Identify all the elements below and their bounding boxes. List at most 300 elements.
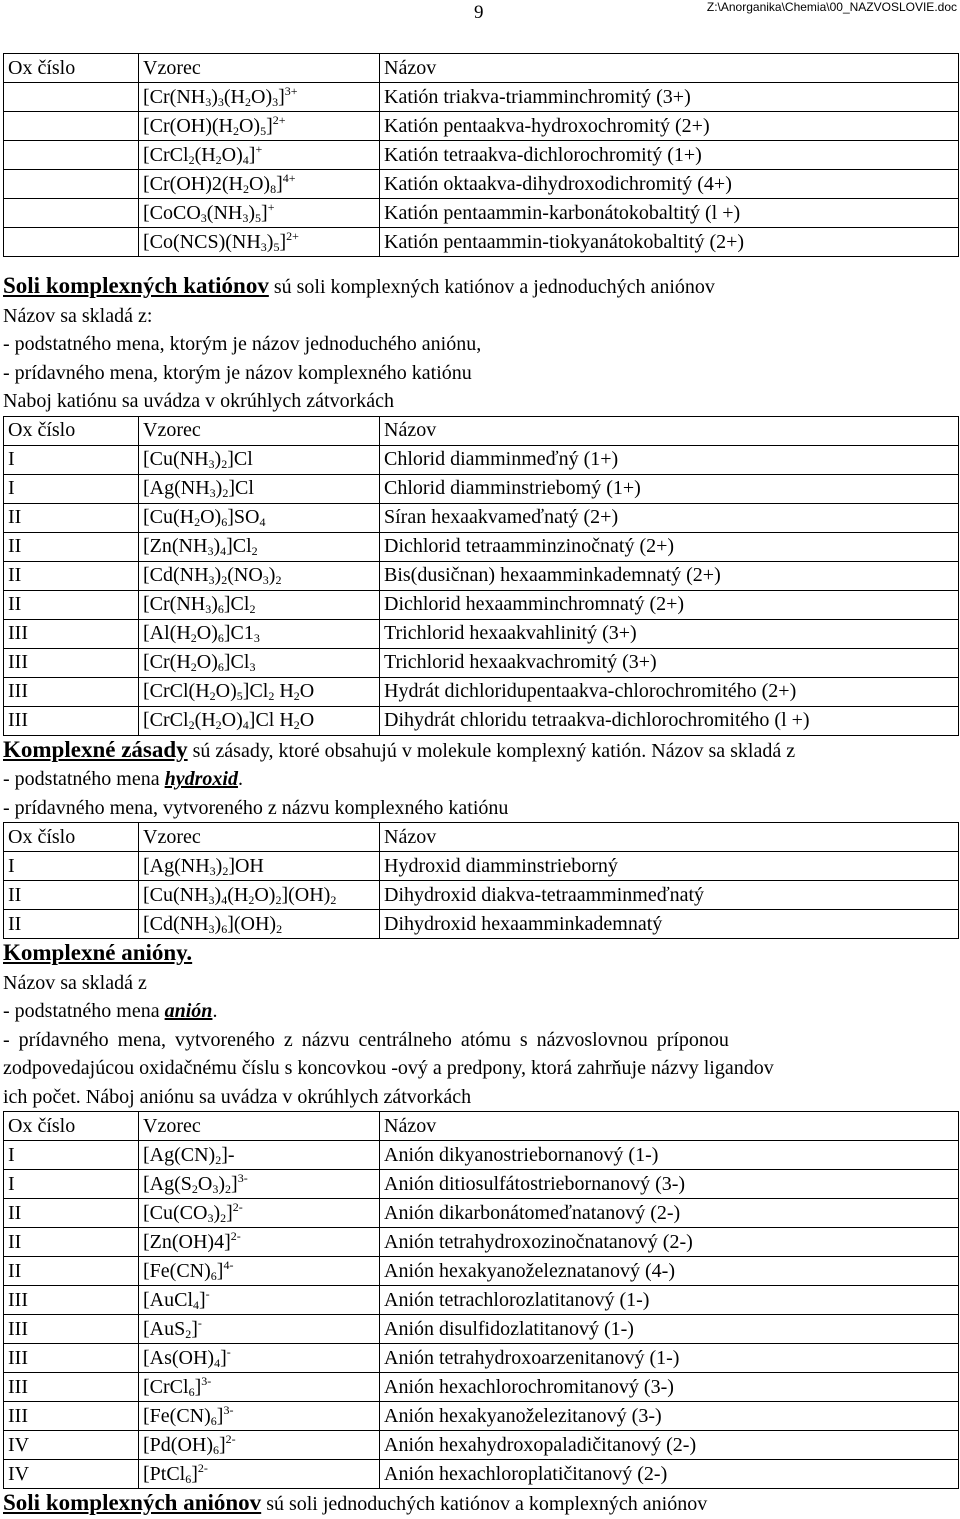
formula-text: [Cd(NH xyxy=(143,912,209,935)
formula-subscript: 3 xyxy=(200,210,207,225)
formula-text: (H xyxy=(194,709,216,731)
formula-text: [AuS xyxy=(143,1317,186,1340)
salts-anions-intro xyxy=(3,1489,958,1519)
formula-subscript: 2 xyxy=(221,457,228,471)
anions-line-3: - prídavného mena, vytvoreného z názvu centrálneho atómu s názvoslovnou príponou xyxy=(3,1028,729,1051)
formula-subscript: 4 xyxy=(221,892,228,907)
formula-subscript: 3 xyxy=(205,602,212,616)
name-cell: Bis(dusičnan) hexaamminkademnatý (2+) xyxy=(380,561,959,590)
formula-superscript: - xyxy=(197,1315,202,1330)
table-row xyxy=(4,590,959,619)
table-complex-cations xyxy=(3,53,959,257)
name-cell: Katión oktaakva-dihydroxodichromitý (4+) xyxy=(380,170,959,199)
name-cell: Hydroxid diamminstrieborný xyxy=(380,852,959,881)
formula-cell xyxy=(139,1460,380,1489)
name-cell: Katión triakva-triamminchromitý (3+) xyxy=(380,83,959,112)
formula-cell xyxy=(139,141,380,170)
formula-text: ) xyxy=(215,854,223,877)
formula-subscript: 2 xyxy=(276,921,283,936)
table-cation-salts xyxy=(3,416,959,736)
ox-cell: III xyxy=(4,648,139,677)
ox-cell xyxy=(4,141,139,170)
bases-intro xyxy=(3,736,958,766)
formula-subscript: 5 xyxy=(255,210,262,225)
formula-cell xyxy=(139,1170,380,1199)
formula-text: ] xyxy=(226,1201,233,1224)
formula-text: (NO xyxy=(227,564,263,586)
table-row xyxy=(4,170,959,199)
formula-text: ] xyxy=(216,1259,224,1282)
table-complex-bases xyxy=(3,822,959,939)
formula-subscript: 6 xyxy=(210,1413,217,1428)
formula-subscript: 5 xyxy=(273,239,280,254)
formula-text: (H xyxy=(223,85,245,108)
formula-cell xyxy=(139,619,380,648)
formula-text: [CrCl xyxy=(143,709,189,731)
formula-text: [Cu(CO xyxy=(143,1201,208,1224)
bases-line-2: - prídavného mena, vytvoreného z názvu komplexného katiónu xyxy=(3,796,509,819)
formula-text: [PtCl xyxy=(143,1462,186,1485)
table-row xyxy=(4,1344,959,1373)
formula-subscript: 4 xyxy=(242,718,249,732)
formula-subscript: 2 xyxy=(330,892,337,907)
formula-text: ] xyxy=(219,1433,226,1456)
salts-anions-heading-rest: sú soli jednoduchých katiónov a komplexných aniónov xyxy=(261,1493,708,1515)
formula-text: H xyxy=(274,680,294,702)
name-cell: Anión dikarbonátomeďnatanový (2-) xyxy=(380,1199,959,1228)
formula-text: (H xyxy=(194,143,216,166)
name-cell: Dihydrát chloridu tetraakva-dichlorochromitého (l +) xyxy=(380,706,959,735)
anion-term: anión xyxy=(164,1000,213,1022)
col-header-ox: Ox číslo xyxy=(4,823,139,852)
formula-subscript: 2 xyxy=(215,1152,222,1167)
formula-cell xyxy=(139,881,380,910)
name-cell: Dichlorid hexaamminchromnatý (2+) xyxy=(380,590,959,619)
formula-subscript: 3 xyxy=(208,573,215,587)
anions-heading: Komplexné anióny. xyxy=(3,940,193,965)
formula-subscript: 2 xyxy=(220,1210,227,1225)
col-header-name: Názov xyxy=(380,1112,959,1141)
formula-subscript: 2 xyxy=(188,152,195,167)
formula-text: [Cu(H xyxy=(143,506,195,528)
formula-text: O) xyxy=(215,680,237,702)
formula-subscript: 6 xyxy=(217,660,224,674)
ox-cell: III xyxy=(4,706,139,735)
formula-text: ]- xyxy=(221,1143,235,1166)
formula-text: ]Cl xyxy=(223,593,250,615)
formula-subscript: 2 xyxy=(222,486,229,500)
formula-cell xyxy=(139,1431,380,1460)
table-row xyxy=(4,1431,959,1460)
anions-heading-line xyxy=(3,939,958,969)
ox-cell xyxy=(4,228,139,257)
formula-text: ] xyxy=(248,143,256,166)
formula-subscript: 2 xyxy=(225,1181,232,1196)
formula-text: ] xyxy=(191,1317,198,1340)
formula-superscript: - xyxy=(226,1344,231,1359)
formula-text: [Co(NCS)(NH xyxy=(143,230,261,253)
formula-subscript: 2 xyxy=(185,1326,192,1341)
formula-subscript: 3 xyxy=(242,210,249,225)
formula-subscript: 2 xyxy=(275,573,282,587)
col-header-name: Názov xyxy=(380,54,959,83)
table-row xyxy=(4,83,959,112)
formula-text: ] xyxy=(231,1172,238,1195)
ox-cell xyxy=(4,83,139,112)
formula-superscript: 2- xyxy=(230,1228,241,1243)
formula-subscript: 2 xyxy=(242,181,249,196)
formula-subscript: 2 xyxy=(194,515,201,529)
table-row xyxy=(4,445,959,474)
name-cell: Anión dikyanostriebornanový (1-) xyxy=(380,1141,959,1170)
formula-text: [Fe(CN) xyxy=(143,1404,211,1427)
formula-text: [AuCl xyxy=(143,1288,193,1311)
spacer xyxy=(3,257,958,272)
formula-text: ]C1 xyxy=(223,622,254,644)
formula-cell xyxy=(139,474,380,503)
col-header-formula: Vzorec xyxy=(139,416,380,445)
formula-text: ] xyxy=(216,1404,224,1427)
formula-text: ) xyxy=(211,85,218,108)
table-row xyxy=(4,1460,959,1489)
formula-subscript: 2 xyxy=(275,892,282,907)
anions-line-1: Názov sa skladá z xyxy=(3,971,147,994)
ox-cell xyxy=(4,199,139,228)
table-header-row xyxy=(4,1112,959,1141)
formula-cell xyxy=(139,1344,380,1373)
table-row xyxy=(4,1141,959,1170)
formula-text: ] xyxy=(276,172,283,195)
table-header-row xyxy=(4,823,959,852)
name-cell: Anión tetrachlorozlatitanový (1-) xyxy=(380,1286,959,1315)
ox-cell: III xyxy=(4,1344,139,1373)
formula-superscript: - xyxy=(205,1286,210,1301)
table-row xyxy=(4,228,959,257)
formula-text: ) xyxy=(214,564,222,586)
salts-cations-line: - prídavného mena, ktorým je názov komplexného katiónu xyxy=(3,361,472,384)
page-header xyxy=(0,0,960,30)
name-cell: Trichlorid hexaakvahlinitý (3+) xyxy=(380,619,959,648)
formula-superscript: 3+ xyxy=(284,83,298,98)
formula-text: ) xyxy=(268,564,276,586)
ox-cell: II xyxy=(4,910,139,939)
formula-text: [Pd(OH) xyxy=(143,1433,213,1456)
document-body xyxy=(3,53,958,1519)
formula-subscript: 3 xyxy=(253,631,260,645)
formula-cell xyxy=(139,648,380,677)
formula-text: ]Cl H xyxy=(248,709,294,731)
ox-cell: II xyxy=(4,1199,139,1228)
anions-line-4: zodpovedajúcou oxidačnému číslu s koncovkou -ový a predpony, ktorá zahrňuje názvy ligandov xyxy=(3,1057,774,1079)
name-cell: Dihydroxid diakva-tetraamminmeďnatý xyxy=(380,881,959,910)
formula-text: [Zn(OH)4] xyxy=(143,1230,231,1253)
formula-subscript: 3 xyxy=(272,94,279,109)
formula-text: [Cr(OH)(H xyxy=(143,114,233,137)
formula-text: O) xyxy=(254,883,276,906)
formula-subscript: 2 xyxy=(293,689,300,703)
formula-superscript: + xyxy=(267,199,275,214)
formula-subscript: 3 xyxy=(217,94,224,109)
formula-subscript: 3 xyxy=(207,1210,214,1225)
name-cell: Anión hexahydroxopaladičitanový (2-) xyxy=(380,1431,959,1460)
formula-subscript: 3 xyxy=(262,573,269,587)
ox-cell: II xyxy=(4,590,139,619)
table-row xyxy=(4,677,959,706)
formula-subscript: 3 xyxy=(205,94,212,109)
formula-subscript: 3 xyxy=(212,1181,219,1196)
formula-subscript: 2 xyxy=(222,863,229,878)
formula-subscript: 6 xyxy=(210,1268,217,1283)
ox-cell: I xyxy=(4,852,139,881)
formula-superscript: 3- xyxy=(201,1373,212,1388)
anions-line-2 xyxy=(3,997,958,1026)
formula-subscript: 3 xyxy=(208,921,215,936)
formula-subscript: 8 xyxy=(270,181,277,196)
ox-cell: III xyxy=(4,677,139,706)
anions-line-2-end: . xyxy=(212,1000,218,1022)
name-cell: Katión pentaammin-tiokyanátokobaltitý (2+) xyxy=(380,228,959,257)
formula-subscript: 3 xyxy=(207,544,214,558)
formula-subscript: 2 xyxy=(232,123,239,138)
formula-cell xyxy=(139,1315,380,1344)
formula-text: (H xyxy=(227,883,249,906)
formula-superscript: 2- xyxy=(225,1431,236,1446)
col-header-formula: Vzorec xyxy=(139,54,380,83)
formula-text: [Cr(NH xyxy=(143,593,206,615)
formula-superscript: + xyxy=(255,141,263,156)
formula-text: ] xyxy=(266,114,273,137)
table-row xyxy=(4,1257,959,1286)
formula-text: ) xyxy=(214,448,222,470)
formula-subscript: 3 xyxy=(260,239,267,254)
formula-subscript: 2 xyxy=(188,718,195,732)
ox-cell: IV xyxy=(4,1460,139,1489)
formula-text: [CoCO xyxy=(143,201,201,224)
bases-line-1 xyxy=(3,765,958,794)
formula-text: [CrCl xyxy=(143,143,189,166)
formula-text: [CrCl(H xyxy=(143,680,210,702)
formula-text: ) xyxy=(248,201,256,224)
formula-text: [Cr(NH xyxy=(143,85,206,108)
ox-cell: III xyxy=(4,1402,139,1431)
name-cell: Trichlorid hexaakvachromitý (3+) xyxy=(380,648,959,677)
formula-text: [Zn(NH xyxy=(143,535,208,557)
table-row xyxy=(4,910,959,939)
formula-text: [Cd(NH xyxy=(143,564,209,586)
table-row xyxy=(4,561,959,590)
formula-subscript: 2 xyxy=(293,718,300,732)
name-cell: Hydrát dichloridupentaakva-chlorochromitého (2+) xyxy=(380,677,959,706)
formula-text: ](OH) xyxy=(281,883,331,906)
formula-subscript: 3 xyxy=(208,892,215,907)
col-header-formula: Vzorec xyxy=(139,1112,380,1141)
formula-text: ) xyxy=(215,477,223,499)
formula-subscript: 3 xyxy=(209,486,216,500)
formula-text: ) xyxy=(211,593,218,615)
formula-text: O) xyxy=(221,709,243,731)
formula-cell xyxy=(139,1228,380,1257)
formula-text: [Ag(S xyxy=(143,1172,192,1195)
formula-text: (NH xyxy=(206,201,243,224)
formula-text: [Cr(OH)2(H xyxy=(143,172,243,195)
formula-subscript: 5 xyxy=(236,689,243,703)
salts-cations-intro xyxy=(3,272,958,302)
name-cell: Chlorid diamminmeďný (1+) xyxy=(380,445,959,474)
formula-text: [Cr(H xyxy=(143,651,191,673)
formula-text: O) xyxy=(248,172,271,195)
table-row xyxy=(4,619,959,648)
formula-subscript: 6 xyxy=(185,1471,192,1486)
formula-subscript: 6 xyxy=(213,1442,219,1457)
name-cell: Katión tetraakva-dichlorochromitý (1+) xyxy=(380,141,959,170)
anions-line-5: ich počet. Náboj aniónu sa uvádza v okrúhlych zátvorkách xyxy=(3,1085,472,1108)
formula-subscript: 2 xyxy=(215,718,222,732)
name-cell: Dihydroxid hexaamminkademnatý xyxy=(380,910,959,939)
formula-cell xyxy=(139,445,380,474)
salts-cations-heading: Soli komplexných katiónov xyxy=(3,273,269,298)
table-row xyxy=(4,141,959,170)
formula-subscript: 4 xyxy=(214,1355,221,1370)
formula-text: ]SO xyxy=(227,506,260,528)
name-cell: Anión hexakyanoželezitanový (3-) xyxy=(380,1402,959,1431)
formula-text: ) xyxy=(218,1172,226,1195)
formula-text: ] xyxy=(220,1346,227,1369)
formula-superscript: 4+ xyxy=(282,170,296,185)
table-row xyxy=(4,1199,959,1228)
formula-text: O) xyxy=(251,85,273,108)
formula-text: ]Cl xyxy=(228,477,254,499)
formula-cell xyxy=(139,170,380,199)
bases-line-1-text: - podstatného mena xyxy=(3,768,165,790)
table-row xyxy=(4,532,959,561)
formula-subscript: 4 xyxy=(193,1297,199,1312)
salts-cations-heading-rest: sú soli komplexných katiónov a jednoduchých aniónov xyxy=(268,276,715,298)
table-row xyxy=(4,648,959,677)
name-cell: Dichlorid tetraamminzinočnatý (2+) xyxy=(380,532,959,561)
formula-subscript: 4 xyxy=(259,515,266,529)
ox-cell: IV xyxy=(4,1431,139,1460)
formula-cell xyxy=(139,1286,380,1315)
formula-text: ) xyxy=(213,535,221,557)
formula-cell xyxy=(139,1402,380,1431)
table-row xyxy=(4,706,959,735)
col-header-name: Názov xyxy=(380,416,959,445)
name-cell: Anión hexakyanoželeznatanový (4-) xyxy=(380,1257,959,1286)
anions-line-2-text: - podstatného mena xyxy=(3,1000,165,1022)
formula-text: ) xyxy=(213,1201,221,1224)
formula-subscript: 2 xyxy=(248,892,255,907)
formula-text: [Cu(NH xyxy=(143,883,209,906)
ox-cell: III xyxy=(4,1373,139,1402)
formula-text: ) xyxy=(214,883,222,906)
name-cell: Katión pentaakva-hydroxochromitý (2+) xyxy=(380,112,959,141)
formula-cell xyxy=(139,112,380,141)
table-row xyxy=(4,1170,959,1199)
formula-subscript: 3 xyxy=(208,457,215,471)
name-cell: Anión ditiosulfátostriebornanový (3-) xyxy=(380,1170,959,1199)
table-row xyxy=(4,852,959,881)
formula-text: O) xyxy=(200,506,222,528)
formula-text: [Ag(NH xyxy=(143,477,210,499)
page-number: 9 xyxy=(474,2,484,23)
salts-cations-line: - podstatného mena, ktorým je názov jednoduchého aniónu, xyxy=(3,333,482,355)
table-row xyxy=(4,112,959,141)
formula-text: ] xyxy=(261,201,268,224)
formula-subscript: 2 xyxy=(221,573,228,587)
formula-text: ] xyxy=(191,1462,198,1485)
col-header-name: Názov xyxy=(380,823,959,852)
formula-cell xyxy=(139,83,380,112)
formula-subscript: 6 xyxy=(217,602,224,616)
ox-cell: II xyxy=(4,503,139,532)
table-row xyxy=(4,503,959,532)
formula-text: [Ag(CN) xyxy=(143,1143,216,1166)
formula-text: ]Cl xyxy=(223,651,250,673)
formula-subscript: 6 xyxy=(217,631,224,645)
ox-cell: I xyxy=(4,1141,139,1170)
ox-cell: III xyxy=(4,1286,139,1315)
formula-subscript: 2 xyxy=(190,660,197,674)
ox-cell: I xyxy=(4,1170,139,1199)
formula-text: ]Cl xyxy=(242,680,269,702)
formula-cell xyxy=(139,1373,380,1402)
ox-cell xyxy=(4,112,139,141)
name-cell: Síran hexaakvameďnatý (2+) xyxy=(380,503,959,532)
formula-superscript: 4- xyxy=(223,1257,234,1272)
table-header-row xyxy=(4,416,959,445)
formula-cell xyxy=(139,1257,380,1286)
formula-subscript: 3 xyxy=(209,863,216,878)
formula-superscript: 2- xyxy=(232,1199,243,1214)
formula-text: O xyxy=(197,1172,213,1195)
formula-text: ] xyxy=(279,230,287,253)
formula-cell xyxy=(139,852,380,881)
formula-subscript: 4 xyxy=(220,544,227,558)
formula-subscript: 5 xyxy=(260,123,267,138)
name-cell: Katión pentaammin-karbonátokobaltitý (l +) xyxy=(380,199,959,228)
table-row xyxy=(4,1315,959,1344)
name-cell: Anión hexachloroplatičitanový (2-) xyxy=(380,1460,959,1489)
formula-text: [CrCl xyxy=(143,1375,189,1398)
ox-cell: I xyxy=(4,445,139,474)
formula-text: ) xyxy=(266,230,274,253)
formula-text: ]Cl xyxy=(227,448,253,470)
ox-cell: III xyxy=(4,619,139,648)
formula-subscript: 2 xyxy=(249,602,256,616)
bases-heading: Komplexné zásady xyxy=(3,736,188,762)
formula-text: ] xyxy=(194,1375,202,1398)
formula-superscript: 3- xyxy=(237,1170,248,1185)
formula-cell xyxy=(139,199,380,228)
formula-subscript: 4 xyxy=(242,152,249,167)
formula-superscript: 2- xyxy=(197,1460,208,1475)
formula-subscript: 2 xyxy=(268,689,275,703)
table-row xyxy=(4,881,959,910)
ox-cell: II xyxy=(4,561,139,590)
formula-text: [Al(H xyxy=(143,622,191,644)
formula-text: [Cu(NH xyxy=(143,448,209,470)
table-row xyxy=(4,474,959,503)
formula-text: O) xyxy=(196,651,218,673)
formula-subscript: 2 xyxy=(191,1181,198,1196)
ox-cell: II xyxy=(4,1228,139,1257)
ox-cell xyxy=(4,170,139,199)
ox-cell: I xyxy=(4,474,139,503)
file-path: Z:\Anorganika\Chemia\00_NAZVOSLOVIE.doc xyxy=(706,0,957,14)
formula-text: [Ag(NH xyxy=(143,854,210,877)
formula-cell xyxy=(139,561,380,590)
formula-text: [Fe(CN) xyxy=(143,1259,211,1282)
